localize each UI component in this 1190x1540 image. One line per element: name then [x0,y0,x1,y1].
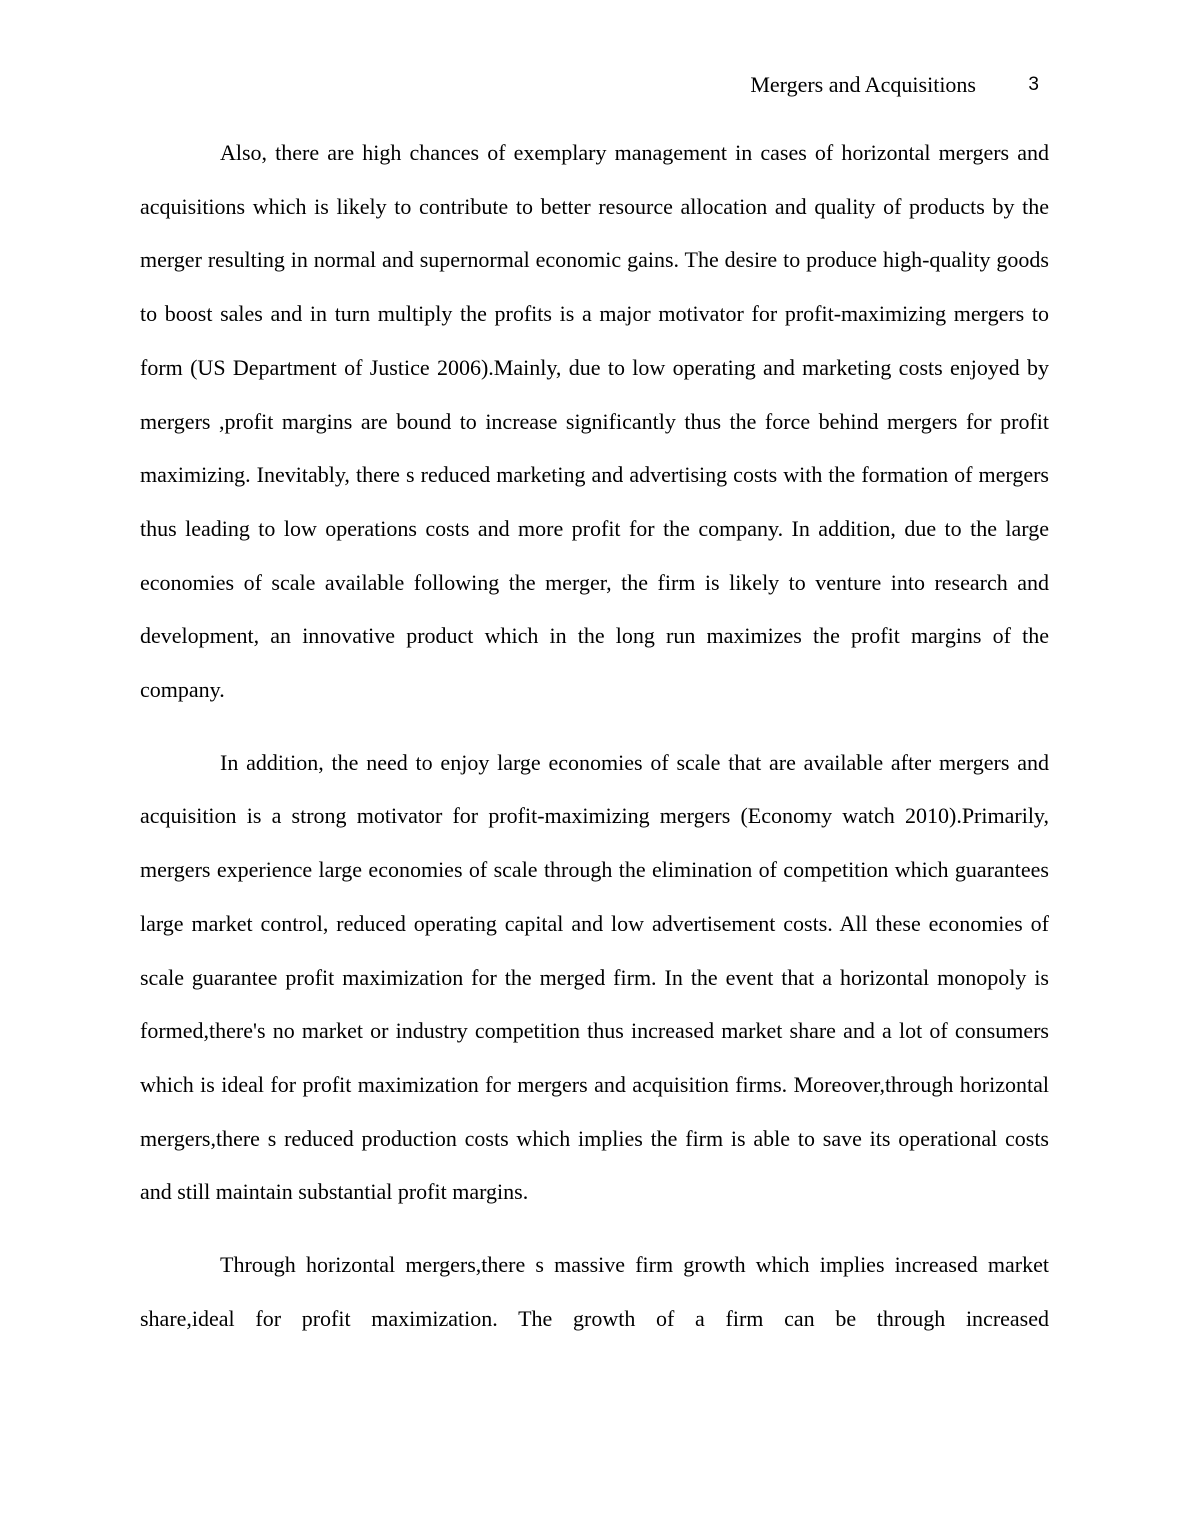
document-body [140,126,1049,1345]
paragraph-2: In addition, the need to enjoy large economies of scale that are available after mergers and acquisition is a strong motivator for profit-maximizing mergers (Economy watch 2010).Primarily, mergers experience large economies of scale through the elimination of competition which guarantees large market control, reduced operating capital and low advertisement costs. All these economies of scale guarantee profit maximization for the merged firm. In the event that a horizontal monopoly is formed,there's no market or industry competition thus increased market share and a lot of consumers which is ideal for profit maximization for mergers and acquisition firms. Moreover,through horizontal mergers,there s reduced production costs which implies the firm is able to save its operational costs and still maintain substantial profit margins. [140,749,1049,1205]
paragraph-1: Also, there are high chances of exemplary management in cases of horizontal mergers and acquisitions which is likely to contribute to better resource allocation and quality of products by the merger resulting in normal and supernormal economic gains. The desire to produce high-quality goods to boost sales and in turn multiply the profits is a major motivator for profit-maximizing mergers to form (US Department of Justice 2006).Mainly, due to low operating and marketing costs enjoyed by mergers ,profit margins are bound to increase significantly thus the force behind mergers for profit maximizing. Inevitably, there s reduced marketing and advertising costs with the formation of mergers thus leading to low operations costs and more profit for the company. In addition, due to the large economies of scale available following the merger, the firm is likely to venture into research and development, an innovative product which in the long run maximizes the profit margins of the company. [140,140,1049,703]
page-number: 3 [1028,74,1039,95]
paragraph-3: Through horizontal mergers,there s massive firm growth which implies increased market share,ideal for profit maximization. The growth of a firm can be through increased [140,1252,1049,1331]
header-title: Mergers and Acquisitions [750,72,976,97]
running-header [140,68,1049,102]
